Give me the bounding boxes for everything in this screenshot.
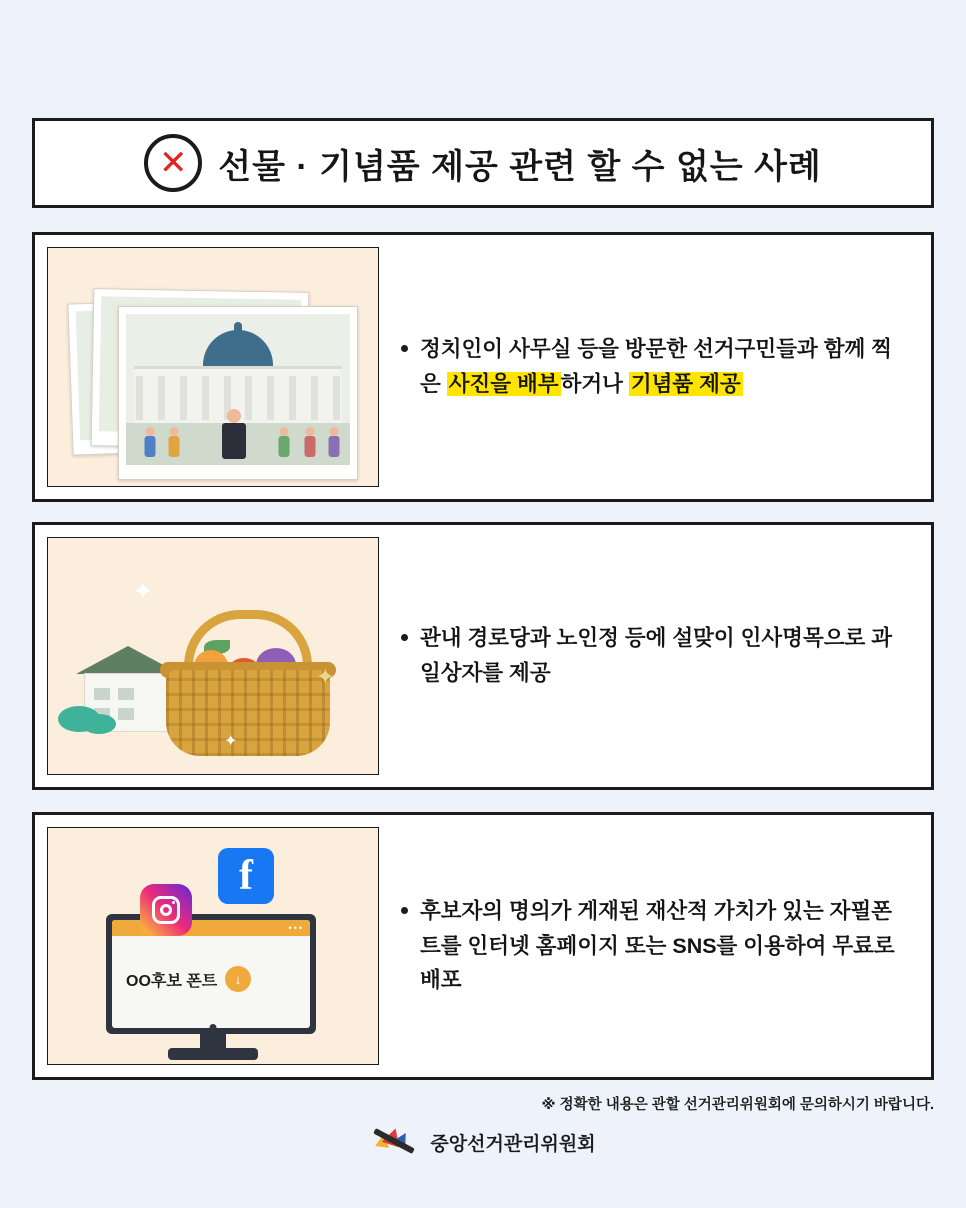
case-card-3 — [32, 812, 934, 1080]
title-banner — [32, 118, 934, 208]
footer-note: ※ 정확한 내용은 관할 선거관리위원회에 문의하시기 바랍니다. — [541, 1097, 934, 1113]
organization-name: 중앙선거관리위원회 — [430, 1133, 596, 1155]
page-title: 선물 · 기념품 제공 관련 할 수 없는 사례 — [218, 147, 822, 186]
facebook-icon: f — [218, 848, 274, 904]
bullet-dot — [401, 634, 408, 641]
bush-icon-2 — [82, 714, 116, 734]
screen-label: OO후보 폰트 — [126, 972, 218, 990]
case-card-2 — [32, 522, 934, 790]
case-text-1-part-1: 정치인이 사무실 등을 방문한 선거구민들과 함께 찍은 — [420, 337, 892, 396]
case-text-3: 후보자의 명의가 게재된 재산적 가치가 있는 자필폰트를 인터넷 홈페이지 또는 SNS를 이용하여 무료로 배포 — [420, 898, 895, 993]
download-icon: ↓ — [225, 966, 251, 992]
case-text-1-part-2: 하거나 — [560, 372, 629, 396]
case-body-2 — [391, 525, 931, 787]
photo-front — [118, 306, 358, 480]
instagram-icon — [140, 884, 192, 936]
sparkle-icon: ✦ — [132, 576, 154, 606]
sparkle-icon-3: ✦ — [224, 733, 238, 750]
monitor-sns-illustration — [47, 827, 379, 1065]
case-card-1 — [32, 232, 934, 502]
sparkle-icon-2: ✦ — [316, 664, 335, 689]
case-body-3 — [391, 815, 931, 1077]
fruit-basket-illustration — [47, 537, 379, 775]
case-text-2: 관내 경로당과 노인정 등에 설맞이 인사명목으로 과일상자를 제공 — [420, 626, 892, 685]
photo-stack-illustration — [47, 247, 379, 487]
monitor-icon: ••• OO후보 폰트 ↓ — [106, 914, 316, 1034]
bullet-dot — [401, 345, 408, 352]
nec-logo-icon — [370, 1122, 418, 1162]
bullet-dot — [401, 907, 408, 914]
case-text-1-highlight-1: 사진을 배부 — [448, 372, 559, 396]
x-circle-icon: ✕ — [144, 134, 202, 192]
case-text-1-highlight-2: 기념품 제공 — [630, 372, 741, 396]
case-text-1 — [420, 332, 901, 402]
footer-logo — [0, 1122, 966, 1162]
fruit-basket-icon — [160, 610, 336, 760]
case-body-1 — [391, 235, 931, 499]
